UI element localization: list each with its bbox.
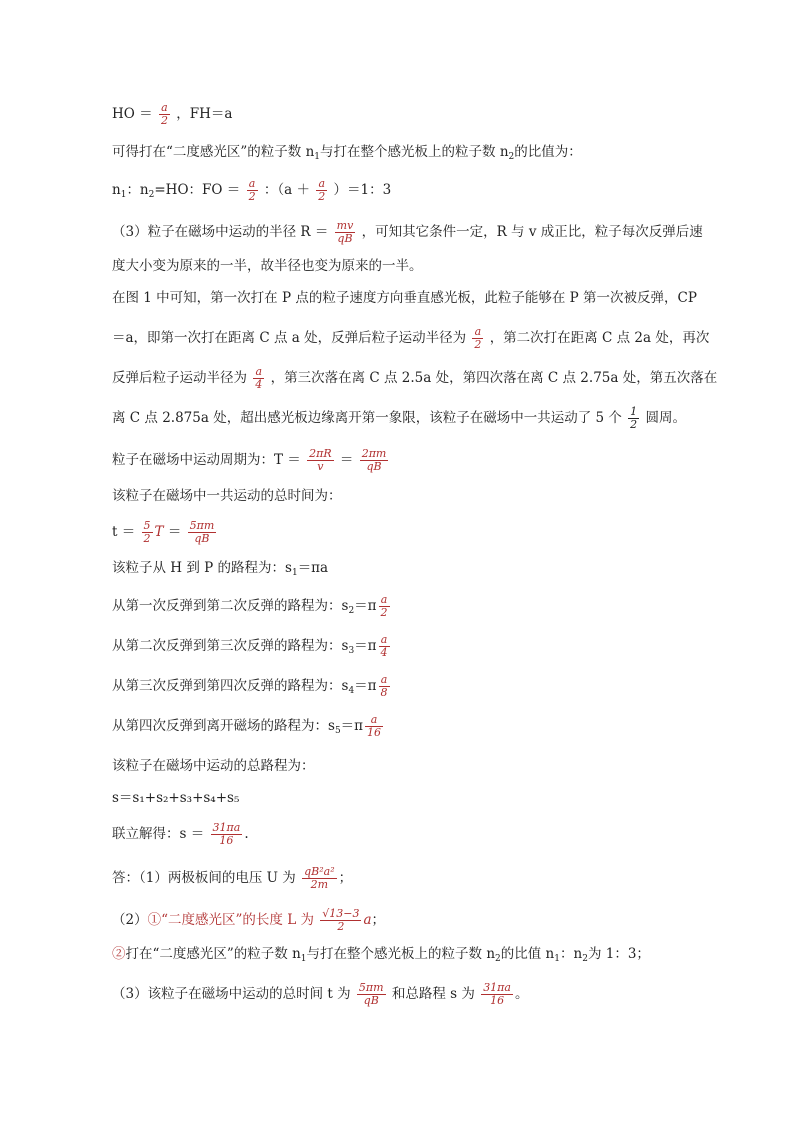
line-s1: 该粒子从 H 到 P 的路程为：$s_1=\pi a$ [112,560,329,578]
fraction: $\frac{31\pi a}{16}$ [212,821,241,847]
fraction: $\frac{a}{2}$ [248,177,256,203]
line-sum: s＝s₁+s₂+s₃+s₄+s₅ [112,790,240,806]
fraction: $\frac{a}{2}$ [474,325,482,351]
fraction: $\frac{a}{2}$ [160,101,168,127]
line-half: 度大小变为原来的一半，故半径也变为原来的一半。 [112,258,423,274]
fraction: $\frac{a}{16}$ [367,713,382,739]
fraction: $\frac{mv}{qB}$ [336,219,354,245]
line-total-time: t ＝ $\frac{5}{2}$ T ＝ $\frac{5\pi m}{qB}$ [112,519,215,545]
line-solve: 联立解得：s ＝ $\frac{31\pi a}{16}$ . [112,821,249,847]
line-fifth: 离 C 点 2.875a 处，超出感光板边缘离开第一象限，该粒子在磁场中一共运动了 5 个 $\frac{1}{2}$ 圆周。 [112,405,686,431]
fraction: $\frac{a}{8}$ [380,673,388,699]
line-ho [112,102,232,127]
fraction: $\frac{a}{2}$ [380,593,388,619]
line-figure: 在图 1 中可知，第一次打在 P 点的粒子速度方向垂直感光板，此粒子能够在 P 第一次被反弹，CP [112,290,697,306]
fraction: $\frac{2\pi m}{qB}$ [361,447,387,473]
line-ratio-calc: $n_1$：$n_2=HO$：FO ＝ $\frac{a}{2}$ ：（a ＋ $\frac{a}{2}$ ）＝1：3 [112,177,392,203]
line-answer-2: （2）①“二度感光区”的长度 L 为 $\frac{√13-3}{2}$ a； [112,907,386,933]
fraction: $\frac{\text{qB²a²}}{2m}$ [304,865,335,891]
line-ratio-intro: 可得打在“二度感光区”的粒子数 $n_1$与打在整个感光板上的粒子数 $n_2$的比值为： [112,144,582,162]
fraction: $\frac{5}{2}$ [143,519,151,545]
line-answer-3: （3）该粒子在磁场中运动的总时间 t 为 $\frac{5\pi m}{qB}$ 和总路程 s 为 $\frac{31\pi a}{16}$ 。 [112,981,529,1007]
fraction: $\frac{√13-3}{2}$ [322,907,360,933]
line-period: 粒子在磁场中运动周期为：T ＝ $\frac{2\pi R}{v}$ ＝ $\frac{2\pi m}{qB}$ [112,447,387,473]
line-total-time-label: 该粒子在磁场中一共运动的总时间为： [112,488,342,504]
line-s3: 从第二次反弹到第三次反弹的路程为：$s_3=\pi$ $\frac{a}{4}$ [112,633,388,659]
line-s4: 从第三次反弹到第四次反弹的路程为：$s_4=\pi$ $\frac{a}{8}$ [112,673,388,699]
line-answer-2b: ②打在“二度感光区”的粒子数 $n_1$与打在整个感光板上的粒子数 $n_2$的比值 $n_1$：$n_2$为 1：3； [112,946,650,964]
fraction: $\frac{a}{4}$ [380,633,388,659]
text: ，FH＝a [176,106,233,122]
line-radius: （3）粒子在磁场中运动的半径 R ＝ $\frac{mv}{qB}$ ，可知其它条件一定，R 与 v 成正比，粒子每次反弹后速 [112,219,703,245]
line-total-path-label: 该粒子在磁场中运动的总路程为： [112,758,315,774]
line-answer-1: 答：（1）两极板间的电压 U 为 $\frac{\text{qB²a²}}{2m}$ ； [112,865,353,891]
fraction: $\frac{a}{2}$ [318,177,326,203]
line-s5: 从第四次反弹到离开磁场的路程为：$s_5=\pi$ $\frac{a}{16}$ [112,713,382,739]
fraction: $\frac{a}{4}$ [255,365,263,391]
fraction: $\frac{5\pi m}{qB}$ [189,519,215,545]
fraction: $\frac{2\pi R}{v}$ [309,447,332,473]
fraction: $\frac{31\pi a}{16}$ [483,981,511,1007]
fraction: $\frac{5\pi m}{qB}$ [358,981,384,1007]
text: HO ＝ [112,106,153,122]
fraction: $\frac{1}{2}$ [630,405,638,431]
line-s2: 从第一次反弹到第二次反弹的路程为：$s_2=\pi$ $\frac{a}{2}$ [112,593,388,619]
line-first-bounce: ＝a，即第一次打在距离 C 点 a 处，反弹后粒子运动半径为 $\frac{a}{2}$ ，第二次打在距离 C 点 2a 处，再次 [112,325,710,351]
line-second-bounce: 反弹后粒子运动半径为 $\frac{a}{4}$ ，第三次落在离 C 点 2.5a 处，第四次落在离 C 点 2.75a 处，第五次落在 [112,365,718,391]
